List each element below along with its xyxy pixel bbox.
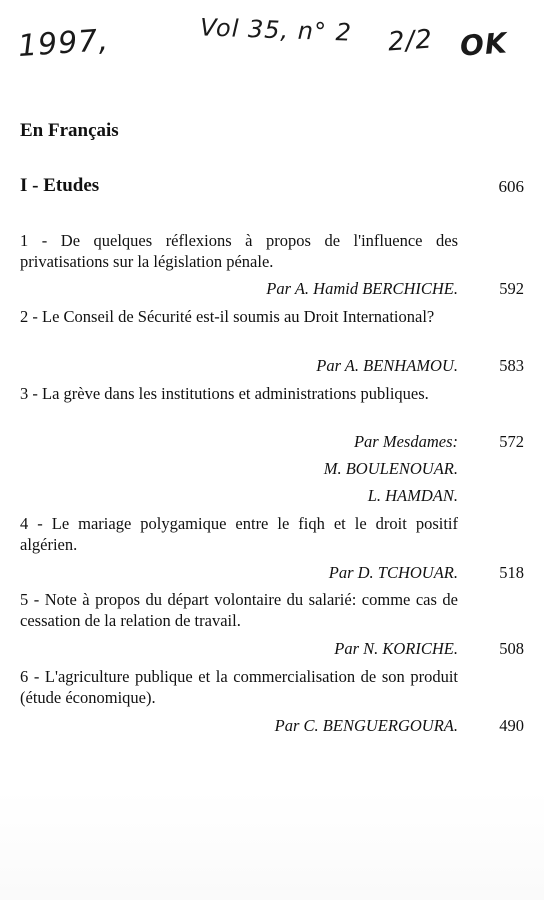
toc-entry-page: 583	[499, 356, 524, 375]
toc-entry-author: Par Mesdames:	[353, 432, 458, 451]
toc-entry-title: 1 - De quelques réflexions à propos de l'influence des privatisations sur la législation pénale.	[20, 231, 458, 271]
toc-entry-title: 4 - Le mariage polygamique entre le fiqh et le droit positif algérien.	[20, 514, 458, 554]
handwritten-volume: Vol 35, n° 2	[199, 13, 353, 47]
etudes-page-number: 606	[498, 177, 524, 196]
etudes-heading: I - Etudes	[20, 175, 100, 196]
toc-entry-page: 518	[499, 563, 524, 582]
handwritten-year: 1997,	[16, 22, 111, 65]
page-bottom-margin	[0, 790, 544, 900]
toc-entry-page: 490	[499, 716, 524, 735]
toc-entry-page: 592	[499, 279, 524, 298]
toc-entry-page: 508	[499, 639, 524, 658]
toc-entry-author: Par C. BENGUERGOURA.	[274, 716, 458, 735]
toc-entry-title: 3 - La grève dans les institutions et administrations publiques.	[20, 384, 429, 403]
toc-entry-title: 2 - Le Conseil de Sécurité est-il soumis au Droit International?	[20, 307, 435, 326]
toc-entry-title: 5 - Note à propos du départ volontaire du salarié: comme cas de cessation de la relation de travail.	[20, 590, 458, 630]
toc-entry-author: Par D. TCHOUAR.	[328, 563, 458, 582]
handwritten-fraction: 2/2	[387, 24, 434, 58]
toc-entry-author: Par A. Hamid BERCHICHE.	[266, 279, 458, 298]
toc-entry-author: Par A. BENHAMOU.	[316, 356, 458, 375]
toc-entry-title: 6 - L'agriculture publique et la commercialisation de son produit (étude économique).	[20, 667, 458, 707]
toc-entry-author: M. BOULENOUAR.	[323, 459, 458, 478]
toc-entry-author: L. HAMDAN.	[367, 486, 458, 505]
handwritten-ok: OK	[458, 26, 509, 63]
language-heading: En Français	[20, 120, 119, 141]
toc-entry-page: 572	[499, 432, 524, 451]
toc-entry-author: Par N. KORICHE.	[334, 639, 458, 658]
